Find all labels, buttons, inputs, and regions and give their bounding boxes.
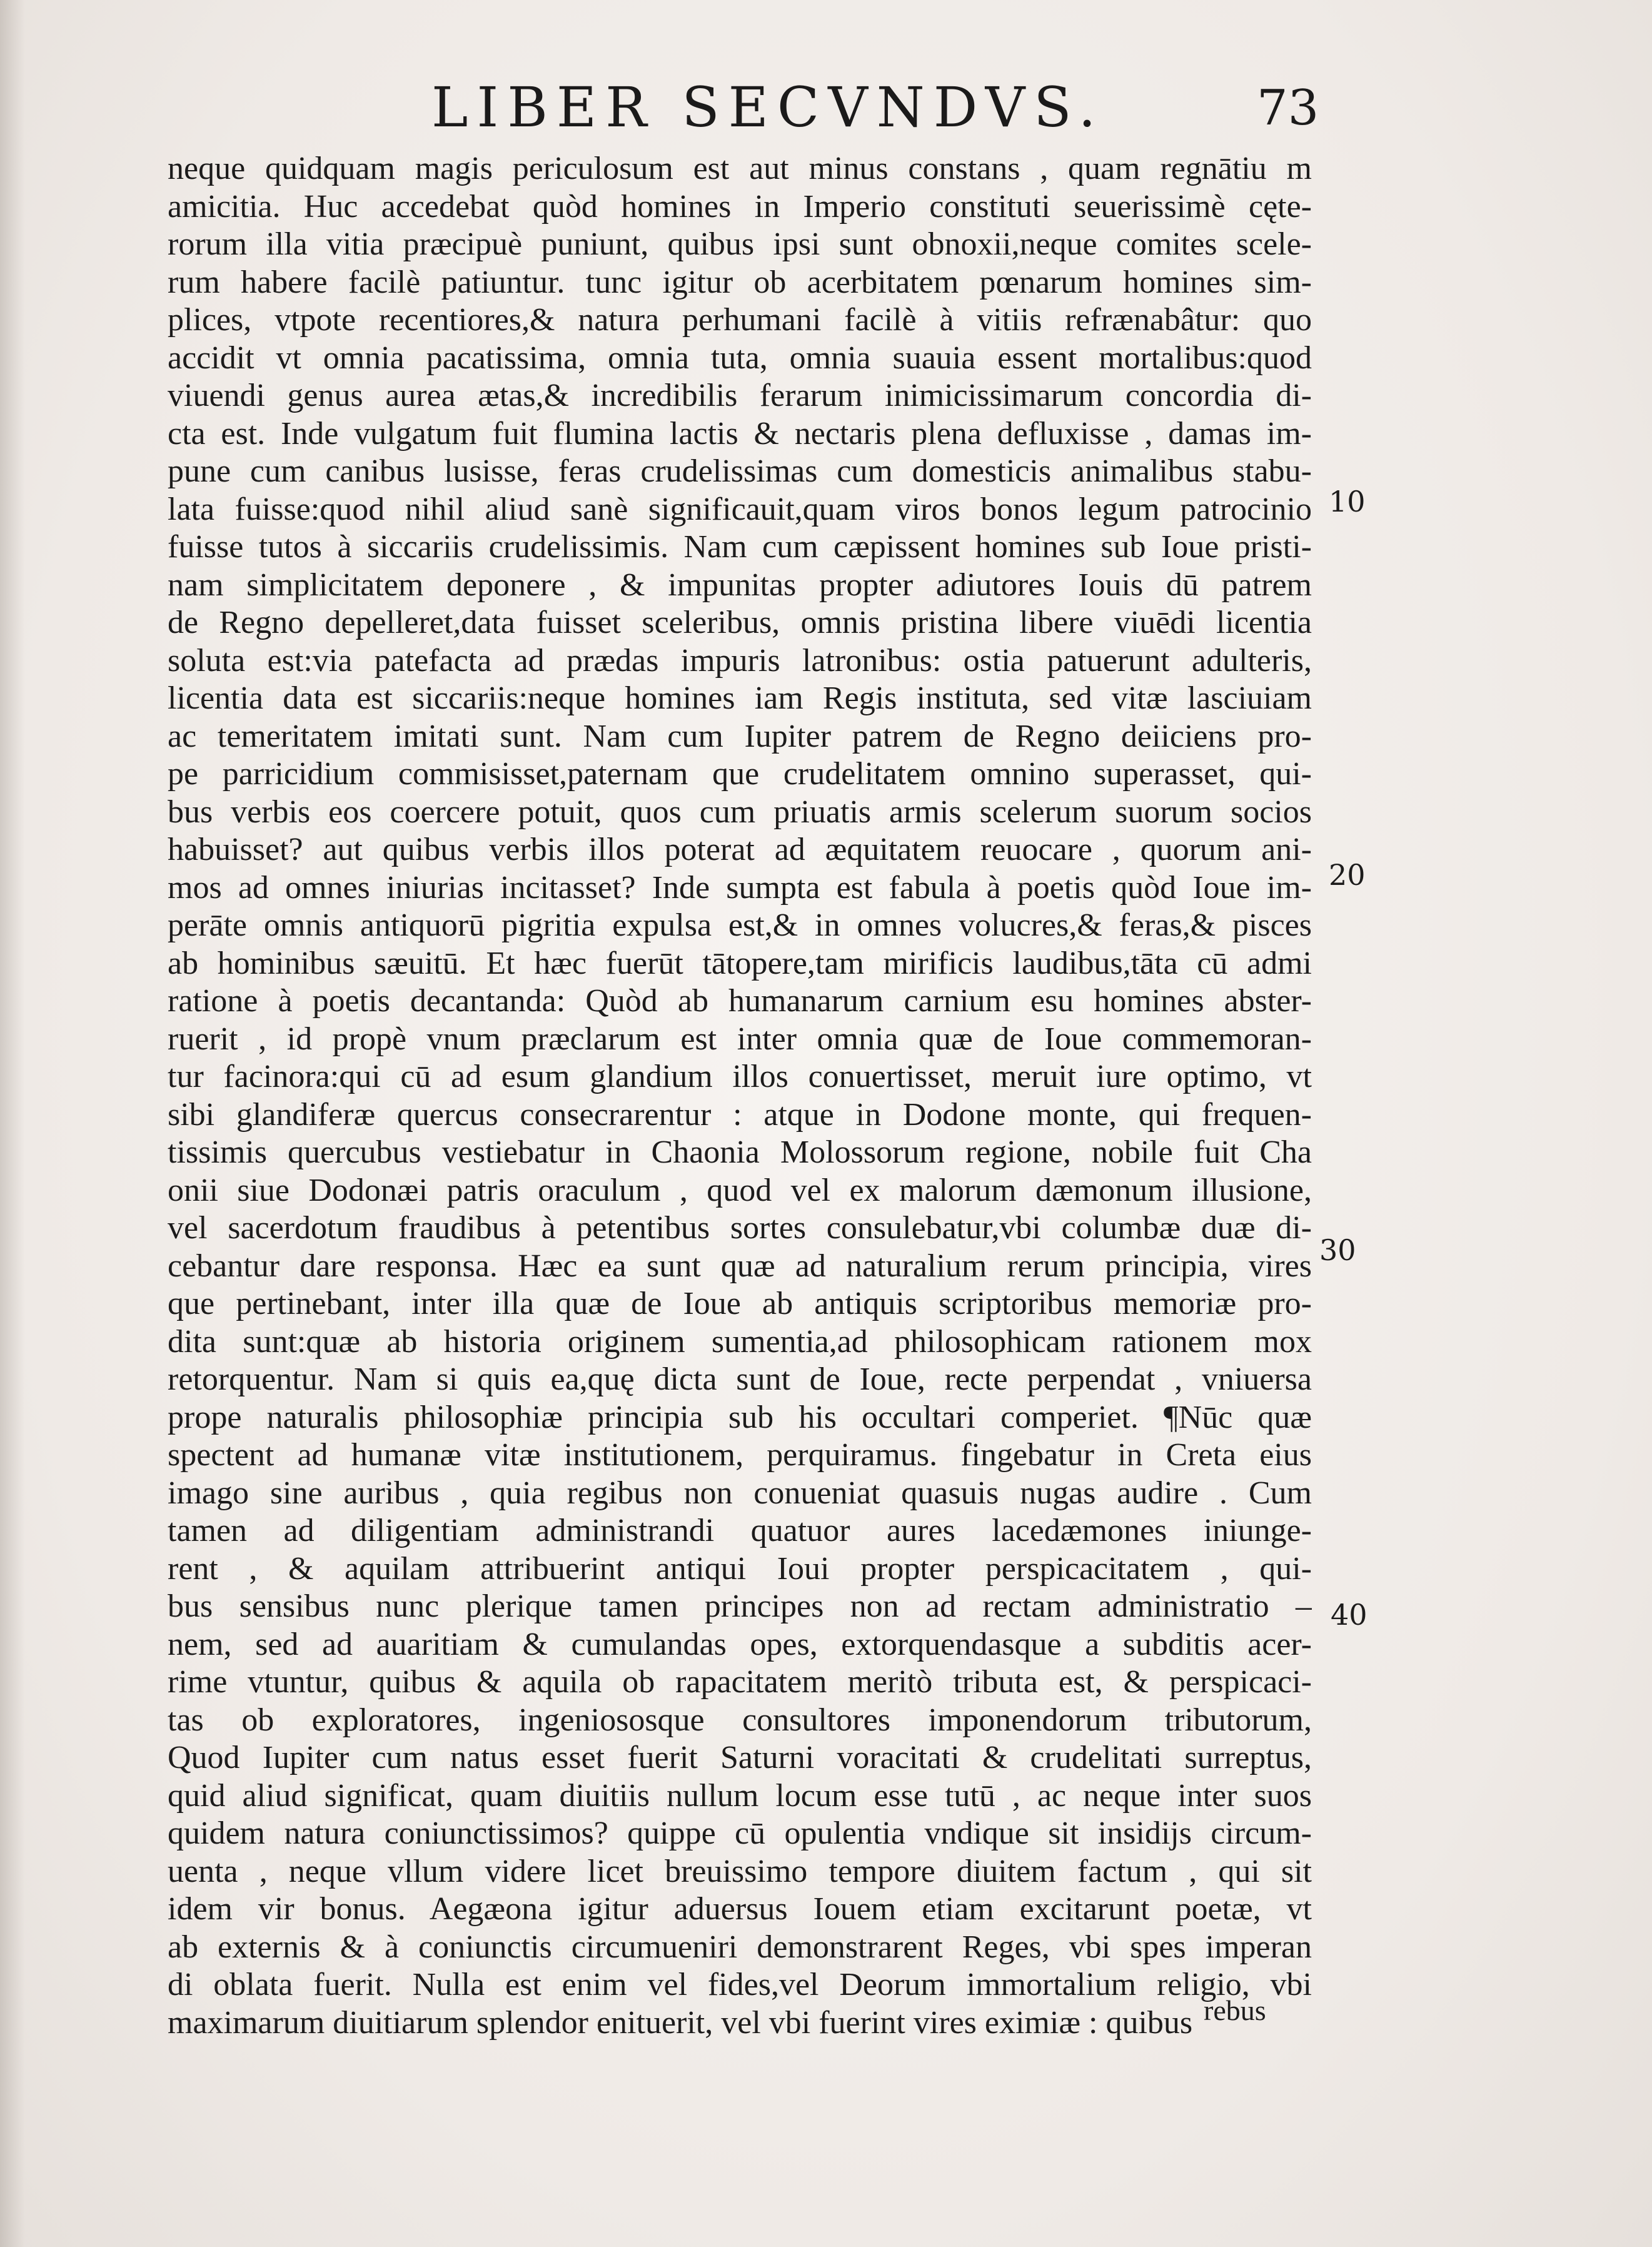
text-line: rime vtuntur, quibus & aquila ob rapacitatem meritò tributa est, & perspicaci- bbox=[168, 1664, 1312, 1700]
text-line: tissimis quercubus vestiebatur in Chaonia Molossorum regione, nobile fuit Cha bbox=[168, 1134, 1312, 1170]
margin-line-number: 30 bbox=[1319, 1233, 1356, 1267]
text-line: viuendi genus aurea ætas,& incredibilis ferarum inimicissimarum concordia di- bbox=[168, 378, 1312, 413]
text-line: perāte omnis antiquorū pigritia expulsa est,& in omnes volucres,& feras,& pisces bbox=[168, 907, 1312, 943]
text-line: accidit vt omnia pacatissima, omnia tuta, omnia suauia essent mortalibus:quod bbox=[168, 340, 1312, 376]
text-line: soluta est:via patefacta ad prædas impuris latronibus: ostia patuerunt adulteris, bbox=[168, 642, 1312, 679]
text-line: bus verbis eos coercere potuit, quos cum priuatis armis scelerum suorum socios bbox=[168, 794, 1312, 830]
text-line: plices, vtpote recentiores,& natura perhumani facilè à vitiis refrænabâtur: quo bbox=[168, 302, 1312, 338]
text-line: maximarum diuitiarum splendor enituerit, vel vbi fuerint vires eximiæ : quibus bbox=[168, 2004, 1193, 2041]
text-line: habuisset? aut quibus verbis illos poterat ad æquitatem reuocare , quorum ani- bbox=[168, 832, 1312, 867]
text-line: amicitia. Huc accedebat quòd homines in Imperio constituti seuerissimè cęte- bbox=[168, 188, 1312, 225]
text-line: nem, sed ad auaritiam & cumulandas opes, extorquendasque a subditis acer- bbox=[168, 1626, 1312, 1662]
text-line: nam simplicitatem deponere , & impunitas propter adiutores Iouis dū patrem bbox=[168, 567, 1312, 603]
text-line: pe parricidium commisisset,paternam que crudelitatem omnino superasset, qui- bbox=[168, 756, 1312, 792]
text-line: spectent ad humanæ vitæ institutionem, perquiramus. fingebatur in Creta eius bbox=[168, 1437, 1312, 1473]
text-line: neque quidquam magis periculosum est aut minus constans , quam regnātiu m bbox=[168, 151, 1312, 186]
text-line: quidem natura coniunctissimos? quippe cū opulentia vndique sit insidijs circum- bbox=[168, 1815, 1312, 1851]
text-line: de Regno depelleret,data fuisset sceleribus, omnis pristina libere viuēdi licentia bbox=[168, 605, 1312, 640]
text-line: onii siue Dodonæi patris oraculum , quod vel ex malorum dæmonum illusione, bbox=[168, 1172, 1312, 1208]
text-line: rum habere facilè patiuntur. tunc igitur ob acerbitatem pœnarum homines sim- bbox=[168, 264, 1312, 300]
text-line: ratione à poetis decantanda: Quòd ab humanarum carnium esu homines abster- bbox=[168, 983, 1312, 1019]
text-line: rent , & aquilam attribuerint antiqui Ioui propter perspicacitatem , qui- bbox=[168, 1550, 1312, 1587]
text-line: quid aliud significat, quam diuitiis nullum locum esse tutū , ac neque inter suos bbox=[168, 1777, 1312, 1814]
text-line: imago sine auribus , quia regibus non conueniat quasuis nugas audire . Cum bbox=[168, 1475, 1312, 1511]
text-line: prope naturalis philosophiæ principia sub his occultari comperiet. ¶Nūc quæ bbox=[168, 1399, 1312, 1435]
text-line: ruerit , id propè vnum præclarum est inter omnia quæ de Ioue commemoran- bbox=[168, 1021, 1312, 1057]
text-line: que pertinebant, inter illa quæ de Ioue ab antiquis scriptoribus memoriæ pro- bbox=[168, 1286, 1312, 1321]
text-line: licentia data est siccariis:neque homines iam Regis instituta, sed vitæ lasciuiam bbox=[168, 680, 1312, 716]
text-line: tamen ad diligentiam administrandi quatuor aures lacedæmones iniunge- bbox=[168, 1513, 1312, 1548]
text-line: retorquentur. Nam si quis ea,quę dicta sunt de Ioue, recte perpendat , vniuersa bbox=[168, 1361, 1312, 1397]
text-line: sibi glandiferæ quercus consecrarentur : atque in Dodone monte, qui frequen- bbox=[168, 1096, 1312, 1133]
text-line: tur facinora:qui cū ad esum glandium illos conuertisset, meruit iure optimo, vt bbox=[168, 1059, 1312, 1094]
text-block bbox=[168, 150, 1312, 2042]
margin-line-number: 10 bbox=[1329, 485, 1366, 518]
text-line: mos ad omnes iniurias incitasset? Inde sumpta est fabula à poetis quòd Ioue im- bbox=[168, 869, 1312, 906]
text-line: dita sunt:quæ ab historia originem sumentia,ad philosophicam rationem mox bbox=[168, 1323, 1312, 1360]
text-line: ab externis & à coniunctis circumueniri demonstrarent Reges, vbi spes imperan bbox=[168, 1929, 1312, 1965]
page-number: 73 bbox=[1257, 80, 1319, 136]
page-edge-shadow bbox=[0, 0, 25, 2247]
text-line: uenta , neque vllum videre licet breuissimo tempore diuitem factum , qui sit bbox=[168, 1853, 1312, 1889]
text-line: di oblata fuerit. Nulla est enim vel fides,vel Deorum immortalium religio, vbi bbox=[168, 1967, 1312, 2002]
text-line: cta est. Inde vulgatum fuit flumina lactis & nectaris plena defluxisse , damas im- bbox=[168, 415, 1312, 452]
running-head: LIBER SECVNDVS. bbox=[431, 75, 1105, 139]
text-line: bus sensibus nunc plerique tamen principes non ad rectam administratio – bbox=[168, 1588, 1312, 1624]
text-line: rorum illa vitia præcipuè puniunt, quibus ipsi sunt obnoxii,neque comites scele- bbox=[168, 226, 1312, 262]
text-line: tas ob exploratores, ingeniososque consultores imponendorum tributorum, bbox=[168, 1702, 1312, 1738]
text-line: fuisse tutos à siccariis crudelissimis. Nam cum cæpissent homines sub Ioue pristi- bbox=[168, 529, 1312, 565]
text-line: ab hominibus sæuitū. Et hæc fuerūt tātopere,tam mirificis laudibus,tāta cū admi bbox=[168, 945, 1312, 981]
margin-line-number: 40 bbox=[1331, 1598, 1367, 1632]
text-line: lata fuisse:quod nihil aliud sanè significauit,quam viros bonos legum patrocinio bbox=[168, 491, 1312, 527]
text-line: cebantur dare responsa. Hæc ea sunt quæ ad naturalium rerum principia, vires bbox=[168, 1248, 1312, 1284]
text-line: pune cum canibus lusisse, feras crudelissimas cum domesticis animalibus stabu- bbox=[168, 453, 1312, 489]
text-line: vel sacerdotum fraudibus à petentibus sortes consulebatur,vbi columbæ duæ di- bbox=[168, 1210, 1312, 1246]
text-line: idem vir bonus. Aegæona igitur aduersus Iouem etiam excitarunt poetæ, vt bbox=[168, 1891, 1312, 1927]
text-line: Quod Iupiter cum natus esset fuerit Saturni voracitati & crudelitati surreptus, bbox=[168, 1740, 1312, 1775]
margin-line-number: 20 bbox=[1329, 858, 1366, 892]
text-line: ac temeritatem imitati sunt. Nam cum Iupiter patrem de Regno deiiciens pro- bbox=[168, 718, 1312, 754]
catchword: rebus bbox=[1204, 1994, 1266, 2026]
